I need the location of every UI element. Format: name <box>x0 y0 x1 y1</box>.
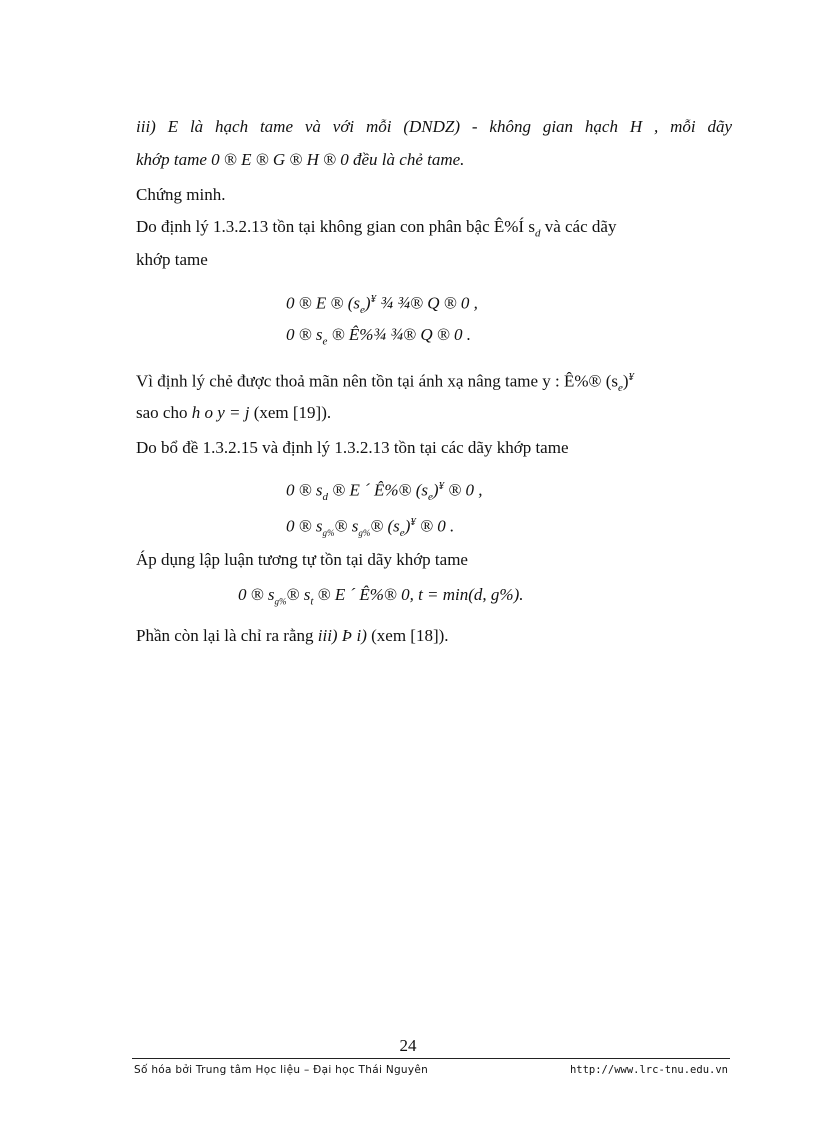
proof-line-4 <box>136 402 331 424</box>
equation-2 <box>286 324 471 352</box>
equation-part: ® s <box>286 585 311 604</box>
superscript: ¥ <box>370 293 377 305</box>
equation-part: ® E ´ Ê%® (s <box>328 480 428 500</box>
proof-text: Vì định lý chẻ được thoả mãn nên tồn tại ánh xạ nâng tame y : Ê%® (s <box>136 371 618 391</box>
proof-text: sao cho <box>136 403 192 422</box>
proof-text: (xem [19]). <box>249 403 332 422</box>
subscript: e <box>399 527 405 540</box>
statement-text: iii) E là hạch tame và với mỗi (DNDZ) - không gian hạch H , mỗi dãy <box>136 117 732 136</box>
statement-iii-line <box>136 116 732 138</box>
equation-part: ® E ´ Ê%® 0, t = min(d, g%). <box>313 585 524 604</box>
proof-line-2 <box>136 249 208 271</box>
subscript: g% <box>322 528 335 539</box>
equation-part: 0 ® E ® (s <box>286 293 360 313</box>
proof-heading <box>136 184 226 206</box>
proof-line-1 <box>136 216 732 244</box>
equation-part: 0 ® s <box>286 516 323 536</box>
equation-part: ¾ ¾® Q ® 0 , <box>376 293 478 313</box>
proof-heading-text: Chứng minh. <box>136 185 226 204</box>
equation-part: 0 ® s <box>286 325 323 344</box>
equation-part: 0 ® s <box>238 585 275 604</box>
proof-text: Áp dụng lập luận tương tự tồn tại dãy khớp tame <box>136 550 468 569</box>
equation-part: ) <box>364 293 371 313</box>
equation-part: ® 0 , <box>444 480 483 500</box>
proof-line-6 <box>136 549 468 571</box>
subscript: e <box>617 382 623 395</box>
proof-line-3 <box>136 366 634 399</box>
equation-part: ) <box>432 480 439 500</box>
equation-1 <box>286 288 478 321</box>
proof-line-7 <box>136 625 449 647</box>
superscript: ¥ <box>410 516 416 528</box>
statement-iii-continuation <box>136 149 464 171</box>
proof-text: ) <box>622 371 629 391</box>
subscript: e <box>428 491 433 504</box>
subscript: g% <box>358 528 371 539</box>
equation-part: ® s <box>334 516 359 536</box>
subscript: e <box>322 335 328 348</box>
page-number: 24 <box>399 1036 417 1055</box>
footer-url: http://www.lrc-tnu.edu.vn <box>569 1064 728 1076</box>
equation-4 <box>286 511 454 544</box>
equation-part: 0 ® s <box>286 480 323 500</box>
proof-line-5 <box>136 437 569 459</box>
equation-part: ® Ê%¾ ¾® Q ® 0 . <box>327 325 472 344</box>
footer-divider <box>132 1058 730 1059</box>
math-inline: h o y = j <box>191 403 250 422</box>
equation-part: ® 0 . <box>415 516 455 536</box>
equation-part: ) <box>404 516 411 536</box>
proof-text: Do định lý 1.3.2.13 tồn tại không gian con phân bậc Ê%Í s <box>136 217 535 236</box>
statement-text: khớp tame 0 ® E ® G ® H ® 0 đều là chẻ tame. <box>136 150 465 169</box>
footer-source-text: Số hóa bởi Trung tâm Học liệu – Đại học Thái Nguyên <box>134 1064 429 1076</box>
subscript: e <box>360 304 365 317</box>
subscript: d <box>322 491 329 504</box>
superscript: ¥ <box>438 480 445 492</box>
subscript: t <box>310 595 314 608</box>
subscript: d <box>534 227 541 240</box>
proof-text: khớp tame <box>136 250 208 269</box>
subscript: g% <box>274 596 287 607</box>
equation-3 <box>286 475 482 508</box>
proof-text: và các dãy <box>540 217 617 236</box>
equation-5 <box>238 584 524 612</box>
proof-text: (xem [18]). <box>366 626 449 645</box>
proof-text: Do bổ đề 1.3.2.15 và định lý 1.3.2.13 tồn tại các dãy khớp tame <box>136 438 569 457</box>
equation-part: ® (s <box>370 516 400 536</box>
proof-text: Phần còn lại là chỉ ra rằng <box>136 626 318 645</box>
math-inline: iii) Þ i) <box>317 626 367 645</box>
superscript: ¥ <box>628 371 635 383</box>
